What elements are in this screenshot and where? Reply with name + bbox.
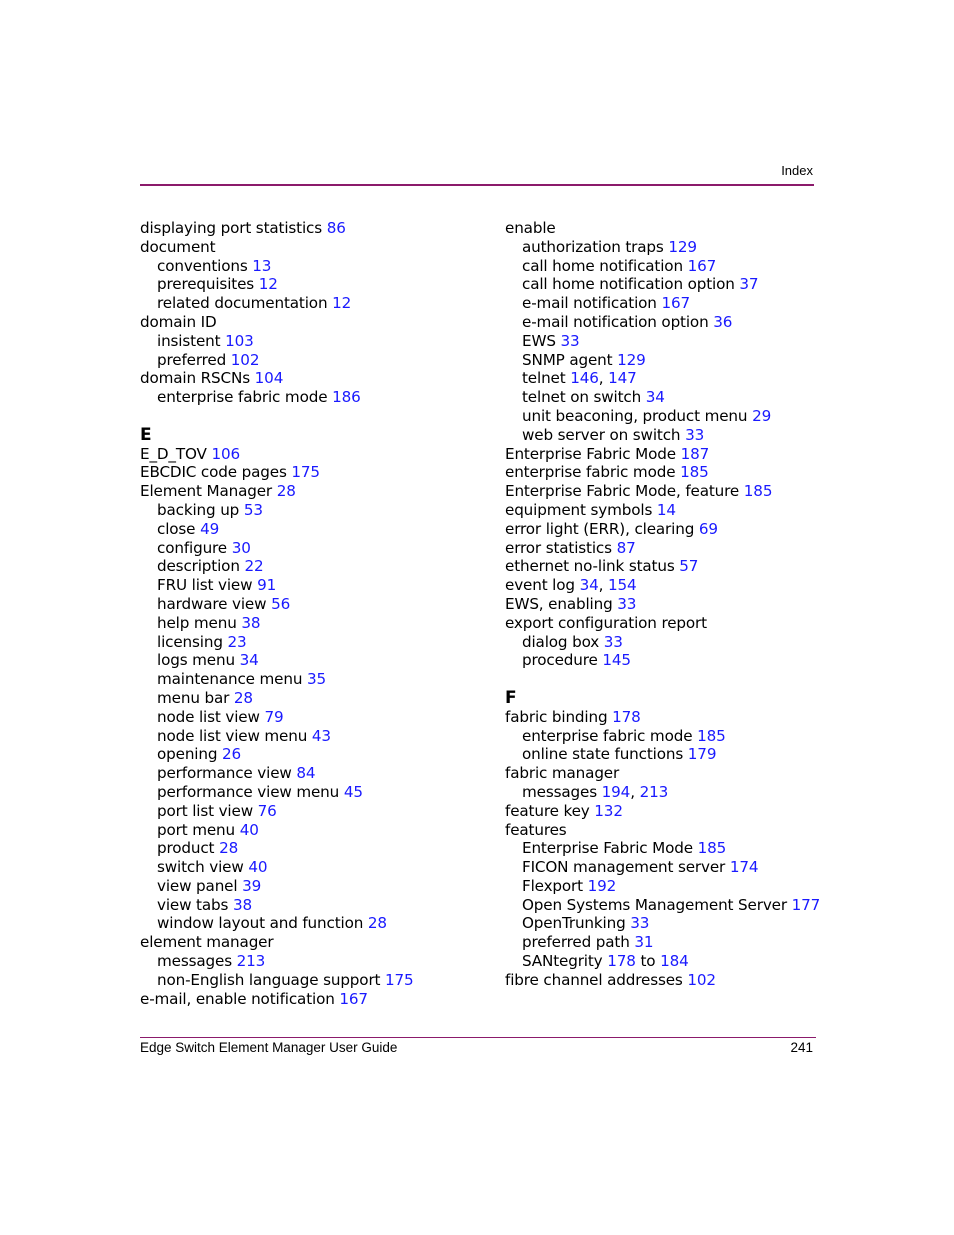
index-term: FRU list view xyxy=(157,576,253,595)
index-term: port menu xyxy=(157,820,235,839)
index-subentry xyxy=(140,332,480,351)
footer-rule xyxy=(140,1037,816,1038)
index-term: domain RSCNs xyxy=(140,369,250,388)
index-term: preferred xyxy=(157,350,227,369)
page-link[interactable]: 186 xyxy=(332,388,361,407)
index-entry xyxy=(140,463,480,482)
index-entry xyxy=(140,990,480,1009)
index-term: port list view xyxy=(157,801,253,820)
index-term: procedure xyxy=(522,651,598,670)
index-entry xyxy=(505,219,825,238)
index-term: event log xyxy=(505,576,575,595)
page-link[interactable]: 147 xyxy=(608,369,637,388)
index-term: SNMP agent xyxy=(522,350,613,369)
index-subentry xyxy=(140,595,480,614)
index-term: messages xyxy=(157,952,232,971)
page-number: 241 xyxy=(790,1040,813,1055)
index-subentry xyxy=(140,351,480,370)
index-subentry xyxy=(140,294,480,313)
index-term: error light (ERR), clearing xyxy=(505,519,695,538)
index-term: EWS, enabling xyxy=(505,594,613,613)
page-link[interactable]: 56 xyxy=(271,594,291,613)
index-subentry xyxy=(140,802,480,821)
section-letter: F xyxy=(505,687,517,708)
index-term: call home notification option xyxy=(522,275,735,294)
page-link[interactable]: 38 xyxy=(241,613,261,632)
index-subentry xyxy=(505,426,825,445)
page-link[interactable]: 43 xyxy=(311,726,331,745)
page-link[interactable]: 33 xyxy=(617,594,637,613)
page-link[interactable]: 79 xyxy=(264,707,284,726)
index-term: e-mail notification option xyxy=(522,312,709,331)
section-spacer xyxy=(505,670,825,689)
page-link[interactable]: 29 xyxy=(752,406,772,425)
index-subentry xyxy=(505,839,825,858)
page-link[interactable]: 39 xyxy=(242,876,262,895)
section-letter: E xyxy=(140,424,152,445)
index-term: equipment symbols xyxy=(505,500,653,519)
index-subentry xyxy=(505,651,825,670)
index-subentry xyxy=(505,727,825,746)
page-link[interactable]: 177 xyxy=(791,895,821,914)
index-term: configure xyxy=(157,538,228,557)
index-subentry: telnet 146, 147 xyxy=(522,369,637,388)
index-entry xyxy=(140,482,480,501)
index-column-right xyxy=(505,219,825,990)
index-column-left xyxy=(140,219,480,1008)
index-entry xyxy=(140,219,480,238)
index-subentry xyxy=(140,764,480,783)
index-term: export configuration report xyxy=(505,613,707,632)
index-entry xyxy=(505,520,825,539)
index-subentry xyxy=(505,238,825,257)
page-link[interactable]: 132 xyxy=(594,801,623,820)
page-link[interactable]: 167 xyxy=(687,256,717,275)
index-subentry xyxy=(505,745,825,764)
index-entry xyxy=(505,614,825,633)
index-subentry xyxy=(505,388,825,407)
page-link[interactable]: 87 xyxy=(616,538,636,557)
index-term: e-mail notification xyxy=(522,294,657,313)
index-term: EBCDIC code pages xyxy=(140,463,287,482)
index-subentry xyxy=(505,952,825,971)
page-link[interactable]: 184 xyxy=(660,952,689,971)
index-subentry xyxy=(140,501,480,520)
index-subentry xyxy=(140,783,480,802)
index-term: product xyxy=(157,839,215,858)
index-term: Element Manager xyxy=(140,482,273,501)
index-term: document xyxy=(140,237,216,256)
index-term: telnet xyxy=(522,369,566,388)
header-rule xyxy=(140,184,814,186)
index-term: node list view menu xyxy=(157,726,308,745)
page-link[interactable]: 30 xyxy=(231,538,251,557)
index-entry xyxy=(505,501,825,520)
index-term: enterprise fabric mode xyxy=(522,726,693,745)
index-term: Flexport xyxy=(522,876,583,895)
index-subentry xyxy=(140,952,480,971)
index-subentry xyxy=(505,332,825,351)
index-term: performance view xyxy=(157,764,292,783)
index-entry xyxy=(140,238,480,257)
index-term: enable xyxy=(505,219,556,237)
index-subentry xyxy=(140,877,480,896)
page-link[interactable]: 49 xyxy=(200,519,220,538)
index-subentry xyxy=(140,633,480,652)
page-link[interactable]: 12 xyxy=(332,294,352,313)
index-term: backing up xyxy=(157,500,240,519)
index-subentry xyxy=(140,651,480,670)
index-term: telnet on switch xyxy=(522,388,642,407)
page-link[interactable]: 185 xyxy=(697,839,727,858)
index-subentry xyxy=(140,896,480,915)
index-term: view tabs xyxy=(157,895,229,914)
page-link[interactable]: 33 xyxy=(685,425,705,444)
page-link[interactable]: 129 xyxy=(617,350,646,369)
page-link[interactable]: 34 xyxy=(645,388,665,407)
page-link[interactable]: 192 xyxy=(587,876,617,895)
index-term: logs menu xyxy=(157,651,235,670)
index-term: e-mail, enable notification xyxy=(140,989,335,1008)
index-subentry xyxy=(140,745,480,764)
index-term: web server on switch xyxy=(522,425,681,444)
page-link[interactable]: 28 xyxy=(367,914,387,933)
page-link[interactable]: 129 xyxy=(668,237,697,256)
index-term: enterprise fabric mode xyxy=(157,388,328,407)
index-term: fabric manager xyxy=(505,764,620,783)
index-term: Enterprise Fabric Mode xyxy=(505,444,676,463)
index-term: domain ID xyxy=(140,312,217,331)
index-term: fibre channel addresses xyxy=(505,970,683,989)
page-link[interactable]: 23 xyxy=(227,632,247,651)
page-link[interactable]: 53 xyxy=(243,500,263,519)
index-subentry xyxy=(505,896,825,915)
page-link[interactable]: 187 xyxy=(680,444,710,463)
page-link[interactable]: 174 xyxy=(729,858,759,877)
index-term: conventions xyxy=(157,256,248,275)
index-term: Open Systems Management Server xyxy=(522,895,787,914)
index-entry xyxy=(505,463,825,482)
index-entry xyxy=(505,971,825,990)
index-entry xyxy=(505,539,825,558)
page-link[interactable]: 22 xyxy=(244,557,264,576)
index-subentry xyxy=(505,933,825,952)
index-term: licensing xyxy=(157,632,223,651)
page-link[interactable]: 91 xyxy=(257,576,277,595)
index-subentry xyxy=(505,407,825,426)
index-term: related documentation xyxy=(157,294,328,313)
index-term: features xyxy=(505,820,567,839)
index-term: Enterprise Fabric Mode xyxy=(522,839,693,858)
index-entry: event log 34, 154 xyxy=(505,576,637,595)
index-subentry xyxy=(505,914,825,933)
index-term: opening xyxy=(157,745,218,764)
index-term: switch view xyxy=(157,858,244,877)
page-link[interactable]: 179 xyxy=(687,745,717,764)
index-term: unit beaconing, product menu xyxy=(522,406,748,425)
index-term: enterprise fabric mode xyxy=(505,463,676,482)
index-term: prerequisites xyxy=(157,275,255,294)
index-subentry xyxy=(140,971,480,990)
page-link[interactable]: 194 xyxy=(601,782,631,801)
index-subentry xyxy=(505,351,825,370)
page-link[interactable]: 33 xyxy=(630,914,650,933)
index-entry xyxy=(140,369,480,388)
page-link[interactable]: 37 xyxy=(739,275,759,294)
index-term: help menu xyxy=(157,613,237,632)
range-word: to xyxy=(640,952,656,971)
index-subentry xyxy=(140,388,480,407)
index-subentry xyxy=(505,294,825,313)
index-entry xyxy=(140,445,480,464)
index-term: element manager xyxy=(140,933,274,952)
index-term: fabric binding xyxy=(505,707,608,726)
index-term: non-English language support xyxy=(157,970,381,989)
index-subentry xyxy=(140,708,480,727)
index-subentry xyxy=(505,633,825,652)
index-subentry xyxy=(140,914,480,933)
index-term: view panel xyxy=(157,876,238,895)
index-entry xyxy=(140,933,480,952)
page-link[interactable]: 33 xyxy=(603,632,623,651)
page-link[interactable]: 35 xyxy=(307,670,327,689)
index-term: messages xyxy=(522,782,597,801)
index-term: preferred path xyxy=(522,933,630,952)
page-link[interactable]: 31 xyxy=(634,933,654,952)
index-subentry xyxy=(140,257,480,276)
index-entry xyxy=(505,595,825,614)
index-term: online state functions xyxy=(522,745,684,764)
index-term: dialog box xyxy=(522,632,600,651)
page-link[interactable]: 102 xyxy=(687,970,716,989)
index-subentry xyxy=(140,670,480,689)
index-subentry: messages 194, 213 xyxy=(522,782,669,801)
page-link[interactable]: 146 xyxy=(570,369,599,388)
index-term: window layout and function xyxy=(157,914,364,933)
index-term: node list view xyxy=(157,707,260,726)
page-link[interactable]: 185 xyxy=(697,726,726,745)
index-entry xyxy=(505,821,825,840)
page-link[interactable]: 185 xyxy=(680,463,709,482)
page-link[interactable]: 213 xyxy=(236,952,266,971)
page-link[interactable]: 103 xyxy=(225,331,254,350)
index-term: displaying port statistics xyxy=(140,219,322,237)
page-link[interactable]: 175 xyxy=(291,463,320,482)
index-term: menu bar xyxy=(157,688,230,707)
page-link[interactable]: 69 xyxy=(698,519,718,538)
page-link[interactable]: 28 xyxy=(233,688,253,707)
page-link[interactable]: 34 xyxy=(579,576,599,595)
index-subentry xyxy=(505,877,825,896)
page-link[interactable]: 36 xyxy=(713,312,733,331)
index-term: insistent xyxy=(157,331,221,350)
index-subentry xyxy=(140,689,480,708)
index-term: EWS xyxy=(522,331,556,350)
page-link[interactable]: 40 xyxy=(239,820,259,839)
page-link[interactable]: 175 xyxy=(385,970,414,989)
page-link[interactable]: 76 xyxy=(257,801,277,820)
page-link[interactable]: 167 xyxy=(661,294,690,313)
index-term: call home notification xyxy=(522,256,683,275)
page-link[interactable]: 40 xyxy=(248,858,268,877)
page-link[interactable]: 145 xyxy=(602,651,631,670)
section-spacer xyxy=(140,407,480,426)
index-subentry xyxy=(140,576,480,595)
index-term: E_D_TOV xyxy=(140,444,207,463)
index-entry xyxy=(505,557,825,576)
index-subentry xyxy=(505,858,825,877)
index-term: ethernet no-link status xyxy=(505,557,675,576)
index-subentry xyxy=(505,275,825,294)
index-term: maintenance menu xyxy=(157,670,303,689)
index-subentry xyxy=(140,275,480,294)
index-subentry xyxy=(140,557,480,576)
index-term: error statistics xyxy=(505,538,612,557)
page-link[interactable]: 167 xyxy=(339,989,368,1008)
page-link[interactable]: 26 xyxy=(222,745,242,764)
page-link[interactable]: 86 xyxy=(326,219,346,237)
index-term: description xyxy=(157,557,240,576)
index-term: performance view menu xyxy=(157,782,340,801)
index-term: OpenTrunking xyxy=(522,914,626,933)
page-link[interactable]: 185 xyxy=(743,482,773,501)
page-link[interactable]: 38 xyxy=(232,895,252,914)
page-link[interactable]: 12 xyxy=(258,275,278,294)
index-entry xyxy=(505,802,825,821)
index-subentry xyxy=(140,821,480,840)
index-term: close xyxy=(157,519,196,538)
page-link[interactable]: 102 xyxy=(230,350,260,369)
index-subentry xyxy=(140,520,480,539)
index-entry xyxy=(140,313,480,332)
index-subentry xyxy=(140,727,480,746)
page-link[interactable]: 14 xyxy=(656,500,676,519)
index-term: hardware view xyxy=(157,594,267,613)
index-term: FICON management server xyxy=(522,858,726,877)
index-subentry xyxy=(140,539,480,558)
index-entry xyxy=(505,482,825,501)
page-link[interactable]: 178 xyxy=(612,707,641,726)
page-link[interactable]: 33 xyxy=(560,331,580,350)
page-link[interactable]: 57 xyxy=(679,557,699,576)
page-link[interactable]: 213 xyxy=(639,782,669,801)
index-term: Enterprise Fabric Mode, feature xyxy=(505,482,740,501)
page-link[interactable]: 28 xyxy=(276,482,296,501)
index-subentry xyxy=(140,858,480,877)
page-link[interactable]: 154 xyxy=(607,576,637,595)
index-term: authorization traps xyxy=(522,237,664,256)
page-link[interactable]: 178 xyxy=(607,952,636,971)
page-link[interactable]: 84 xyxy=(296,764,316,783)
running-header: Index xyxy=(781,163,813,178)
page-link[interactable]: 28 xyxy=(219,839,239,858)
index-term: feature key xyxy=(505,801,590,820)
index-subentry xyxy=(140,839,480,858)
index-entry xyxy=(505,445,825,464)
page-link[interactable]: 34 xyxy=(239,651,259,670)
page-link[interactable]: 13 xyxy=(252,256,272,275)
index-subentry xyxy=(505,257,825,276)
footer-title: Edge Switch Element Manager User Guide xyxy=(140,1040,398,1055)
index-subentry xyxy=(140,614,480,633)
index-subentry xyxy=(505,313,825,332)
page-link[interactable]: 45 xyxy=(343,782,363,801)
index-entry xyxy=(505,708,825,727)
page-link[interactable]: 104 xyxy=(254,369,284,388)
page-link[interactable]: 106 xyxy=(211,444,241,463)
index-term: SANtegrity xyxy=(522,952,603,971)
index-entry xyxy=(505,764,825,783)
